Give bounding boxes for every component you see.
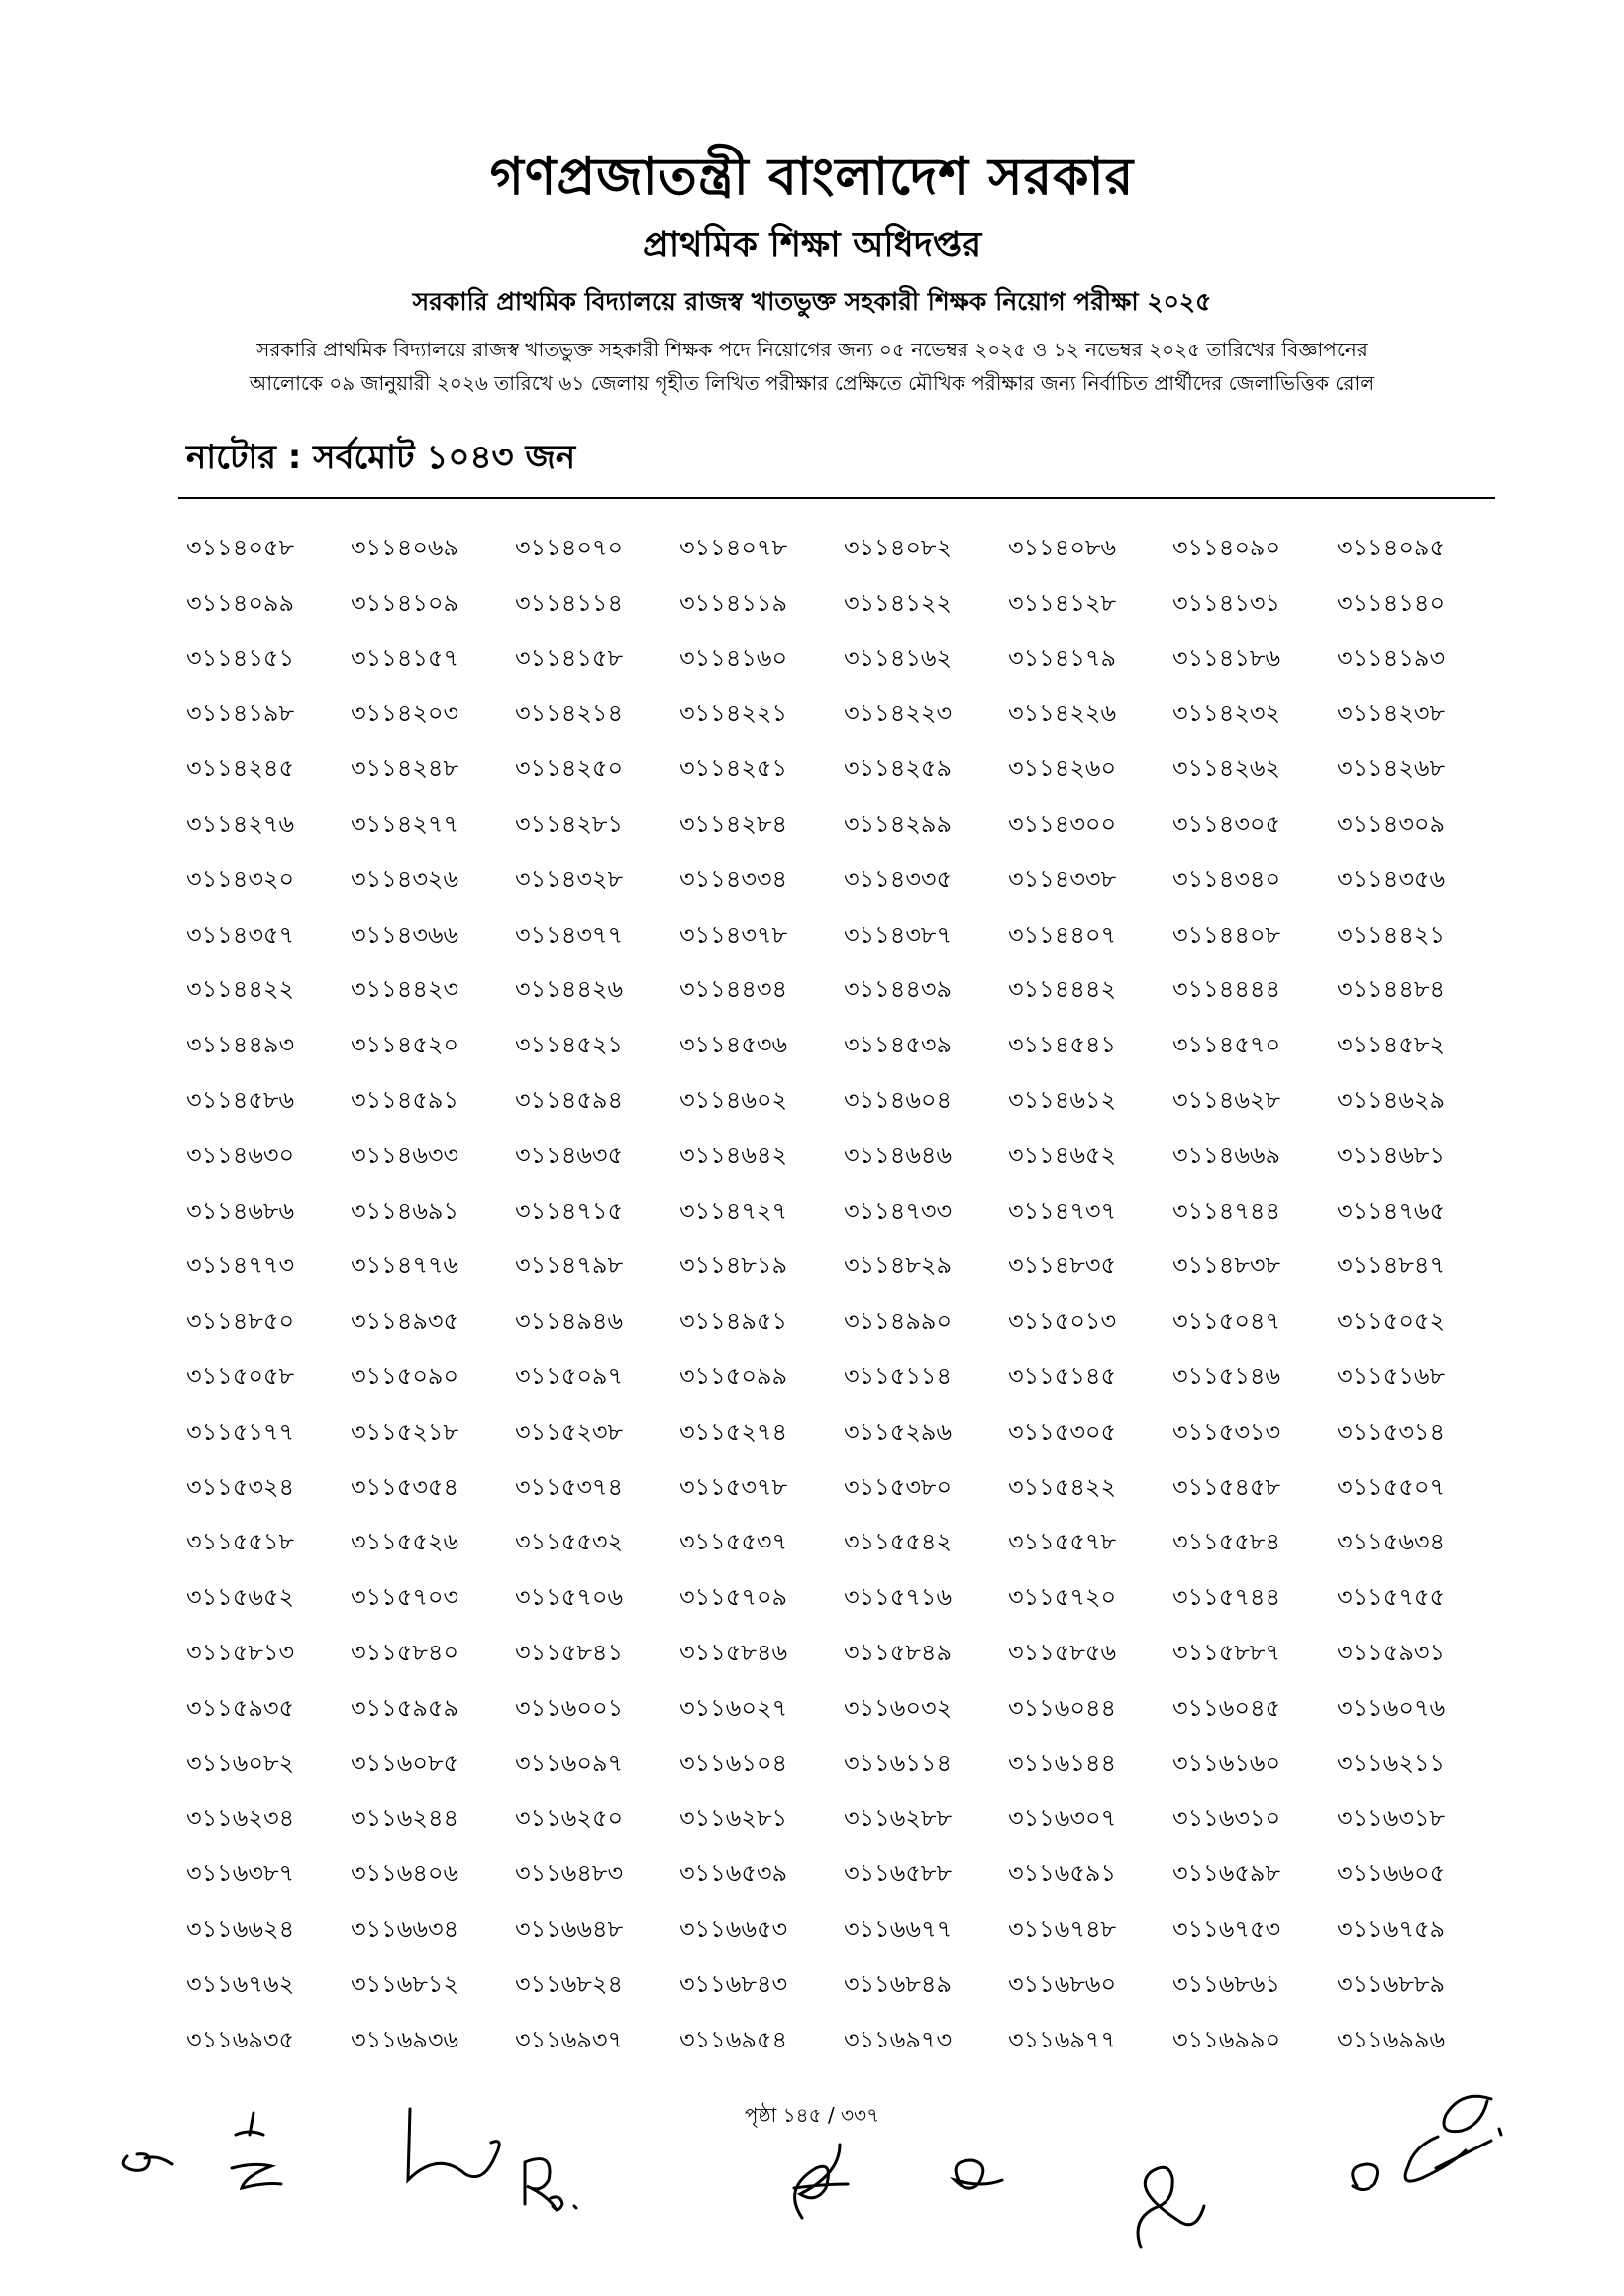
roll-number: ৩১১৫৬৫২ [186, 1583, 295, 1612]
roll-number: ৩১১৫৫৩৭ [679, 1528, 788, 1556]
roll-number: ৩১১৪৪০৮ [1172, 920, 1281, 948]
roll-number: ৩১১৪৭৭৩ [186, 1251, 295, 1280]
roll-number: ৩১১৫৩২৪ [186, 1472, 295, 1501]
heading-divider [178, 497, 1495, 499]
roll-number: ৩১১৬৮৬০ [1008, 1969, 1117, 1998]
roll-number: ৩১১৬৬৪৮ [515, 1914, 624, 1943]
roll-number: ৩১১৬০০১ [515, 1693, 624, 1722]
roll-number: ৩১১৪১৫১ [186, 644, 295, 672]
roll-number: ৩১১৪৪৪৪ [1172, 975, 1281, 1004]
roll-number: ৩১১৪০৬৯ [351, 534, 459, 561]
roll-number: ৩১১৪২৬৮ [1337, 754, 1446, 783]
roll-number: ৩১১৪৫২০ [351, 1031, 459, 1059]
roll-number: ৩১১৬২৩৪ [186, 1804, 295, 1833]
roll-number: ৩১১৪১৭৯ [1008, 644, 1117, 672]
roll-number: ৩১১৪১৯৩ [1337, 644, 1446, 672]
roll-number: ৩১১৬৭৬২ [186, 1969, 295, 1998]
roll-number: ৩১১৪০৭০ [515, 534, 624, 561]
roll-number: ৩১১৫৭১৬ [844, 1583, 953, 1612]
roll-number: ৩১১৫২১৮ [351, 1417, 459, 1446]
roll-number: ৩১১৫৭০৯ [679, 1583, 788, 1612]
roll-number: ৩১১৫৩৭৮ [679, 1472, 788, 1501]
roll-number: ৩১১৬২৪৪ [351, 1804, 459, 1833]
roll-number: ৩১১৬০৩২ [844, 1693, 953, 1722]
roll-number: ৩১১৪৬৬৯ [1172, 1141, 1281, 1169]
roll-number: ৩১১৬৯৯০ [1172, 2025, 1281, 2053]
signature-4 [525, 2159, 576, 2210]
roll-number: ৩১১৪৯৫১ [679, 1307, 788, 1336]
roll-number: ৩১১৬৩০৭ [1008, 1804, 1117, 1833]
roll-number: ৩১১৪৫৭০ [1172, 1031, 1281, 1059]
roll-number: ৩১১৬১৪৪ [1008, 1748, 1117, 1777]
roll-number: ৩১১৬৯৩৬ [351, 2025, 459, 2053]
roll-number: ৩১১৪৬২৯ [1337, 1085, 1446, 1114]
roll-number: ৩১১৬৬৫৩ [679, 1914, 788, 1943]
roll-number: ৩১১৫৮৪৯ [844, 1638, 953, 1666]
roll-number: ৩১১৪৩৮৭ [844, 920, 953, 948]
roll-number: ৩১১৪৬৪২ [679, 1141, 788, 1169]
roll-number: ৩১১৪১৫৮ [515, 644, 624, 672]
roll-number: ৩১১৪৫৪১ [1008, 1031, 1117, 1059]
roll-number: ৩১১৪৪৩৪ [679, 975, 788, 1004]
roll-number: ৩১১৪৩৩৮ [1008, 864, 1117, 893]
roll-number: ৩১১৫১৬৮ [1337, 1361, 1446, 1390]
roll-number: ৩১১৪২৫০ [515, 754, 624, 783]
roll-number: ৩১১৫৮৪৬ [679, 1638, 788, 1666]
roll-number: ৩১১৪৭১৫ [515, 1196, 624, 1225]
roll-number: ৩১১৪২৮১ [515, 809, 624, 838]
roll-number: ৩১১৪৭৬৫ [1337, 1196, 1446, 1225]
roll-number: ৩১১৫৩০৫ [1008, 1417, 1117, 1446]
district-heading: নাটোর : সর্বমোট ১০৪৩ জন [186, 438, 576, 477]
roll-number: ৩১১৪২২৬ [1008, 699, 1117, 728]
roll-number: ৩১১৬৭৪৮ [1008, 1914, 1117, 1943]
roll-number: ৩১১৪৬৮১ [1337, 1141, 1446, 1169]
roll-number: ৩১১৪৬০৪ [844, 1085, 953, 1114]
roll-number: ৩১১৬৬৭৭ [844, 1914, 953, 1943]
roll-number: ৩১১৬৮৪৯ [844, 1969, 953, 1998]
roll-number: ৩১১৪৬১২ [1008, 1085, 1117, 1114]
roll-number: ৩১১৪০৫৮ [186, 534, 295, 561]
roll-number: ৩১১৫০৯৯ [679, 1361, 788, 1390]
roll-number: ৩১১৫৫৩২ [515, 1528, 624, 1556]
roll-number: ৩১১৪১৯৮ [186, 699, 295, 728]
roll-number: ৩১১৫০১৩ [1008, 1307, 1117, 1336]
roll-number: ৩১১৪৩৪০ [1172, 864, 1281, 893]
roll-number: ৩১১৫৩৭৪ [515, 1472, 624, 1501]
roll-number: ৩১১৫৭০৬ [515, 1583, 624, 1612]
roll-number: ৩১১৪০৯৫ [1337, 534, 1446, 561]
roll-number: ৩১১৪৪২৬ [515, 975, 624, 1004]
roll-number: ৩১১৪৩৫৬ [1337, 864, 1446, 893]
roll-number: ৩১১৫৫২৬ [351, 1528, 459, 1556]
roll-number: ৩১১৪৬৪৬ [844, 1141, 953, 1169]
roll-number: ৩১১৬০২৭ [679, 1693, 788, 1722]
roll-number: ৩১১৬৮২৪ [515, 1969, 624, 1998]
roll-number: ৩১১৪১৬০ [679, 644, 788, 672]
roll-number: ৩১১৪১৮৬ [1172, 644, 1281, 672]
roll-number: ৩১১৫১১৪ [844, 1361, 953, 1390]
roll-number: ৩১১৬৭৫৯ [1337, 1914, 1446, 1943]
roll-number: ৩১১৪৭৭৬ [351, 1251, 459, 1280]
roll-number: ৩১১৫২৯৬ [844, 1417, 953, 1446]
roll-number: ৩১১৪৩৭৮ [679, 920, 788, 948]
roll-number: ৩১১৬৬০৫ [1337, 1859, 1446, 1888]
roll-number: ৩১১৪২৫৯ [844, 754, 953, 783]
roll-number: ৩১১৪১১৯ [679, 588, 788, 617]
roll-number: ৩১১৫৮৫৬ [1008, 1638, 1117, 1666]
roll-number: ৩১১৫৫১৮ [186, 1528, 295, 1556]
roll-number: ৩১১৫৫৪২ [844, 1528, 953, 1556]
roll-number: ৩১১৪১৬২ [844, 644, 953, 672]
roll-number: ৩১১৫৫৮৪ [1172, 1528, 1281, 1556]
roll-number: ৩১১৪২৩৮ [1337, 699, 1446, 728]
roll-number: ৩১১৪৩৫৭ [186, 920, 295, 948]
roll-number: ৩১১৬২৮১ [679, 1804, 788, 1833]
roll-number: ৩১১৬৭৫৩ [1172, 1914, 1281, 1943]
roll-number: ৩১১৪৪৯৩ [186, 1031, 295, 1059]
roll-number: ৩১১৪৭৩৩ [844, 1196, 953, 1225]
roll-number: ৩১১৪১১৪ [515, 588, 624, 617]
roll-number: ৩১১৪১০৯ [351, 588, 459, 617]
roll-number: ৩১১৪২৬০ [1008, 754, 1117, 783]
roll-number: ৩১১৬২১১ [1337, 1748, 1446, 1777]
roll-number: ৩১১৫৭২০ [1008, 1583, 1117, 1612]
roll-number: ৩১১৪৪২১ [1337, 920, 1446, 948]
roll-number: ৩১১৫৮৪১ [515, 1638, 624, 1666]
roll-number-grid [186, 533, 1493, 2079]
roll-number: ৩১১৫৭০৩ [351, 1583, 459, 1612]
roll-number: ৩১১৬০৮২ [186, 1748, 295, 1777]
roll-number: ৩১১৪৬৩৫ [515, 1141, 624, 1169]
roll-number: ৩১১৪৯৪৬ [515, 1307, 624, 1336]
roll-number: ৩১১৪২৬২ [1172, 754, 1281, 783]
roll-number: ৩১১৪৬২৮ [1172, 1085, 1281, 1114]
roll-number: ৩১১৫২৭৪ [679, 1417, 788, 1446]
exam-title: সরকারি প্রাথমিক বিদ্যালয়ে রাজস্ব খাতভুক্ত সহকারী শিক্ষক নিয়োগ পরীক্ষা ২০২৫ [412, 287, 1212, 316]
roll-number: ৩১১৫২৩৮ [515, 1417, 624, 1446]
roll-number: ৩১১৫৬৩৪ [1337, 1528, 1446, 1556]
roll-number: ৩১১৪১৫৭ [351, 644, 459, 672]
roll-number: ৩১১৬০৯৭ [515, 1748, 624, 1777]
roll-number: ৩১১৫০৫২ [1337, 1307, 1446, 1336]
roll-number: ৩১১৬৫৯১ [1008, 1859, 1117, 1888]
roll-number: ৩১১৪২৪৮ [351, 754, 459, 783]
roll-number: ৩১১৫৯৫৯ [351, 1693, 459, 1722]
roll-number: ৩১১৪৭৯৮ [515, 1251, 624, 1280]
roll-number: ৩১১৪০৯০ [1172, 534, 1281, 561]
roll-number: ৩১১৬২৮৮ [844, 1804, 953, 1833]
roll-number: ৩১১৪৪২২ [186, 975, 295, 1004]
roll-number: ৩১১৫৫০৭ [1337, 1472, 1446, 1501]
roll-number: ৩১১৪৫৯১ [351, 1085, 459, 1114]
government-title: গণপ্রজাতন্ত্রী বাংলাদেশ সরকার [489, 148, 1135, 207]
roll-number: ৩১১৬০৮৫ [351, 1748, 459, 1777]
roll-number: ৩১১৬৮১২ [351, 1969, 459, 1998]
page-number: পৃষ্ঠা ১৪৫ / ৩৩৭ [744, 2103, 880, 2127]
roll-number: ৩১১৪৪২৩ [351, 975, 459, 1004]
roll-number: ৩১১৫৫৭৮ [1008, 1528, 1117, 1556]
roll-number: ৩১১৫৪২২ [1008, 1472, 1117, 1501]
roll-number: ৩১১৫৪৫৮ [1172, 1472, 1281, 1501]
roll-number: ৩১১৫০৪৭ [1172, 1307, 1281, 1336]
roll-number: ৩১১৪২২১ [679, 699, 788, 728]
roll-number: ৩১১৬৯৭৩ [844, 2025, 953, 2053]
roll-number: ৩১১৫৮৮৭ [1172, 1638, 1281, 1666]
roll-number: ৩১১৪৭৩৭ [1008, 1196, 1117, 1225]
roll-number: ৩১১৪৩২৮ [515, 864, 624, 893]
roll-number: ৩১১৪২৪৫ [186, 754, 295, 783]
roll-number: ৩১১৬৩৮৭ [186, 1859, 295, 1888]
roll-number: ৩১১৪২২৩ [844, 699, 953, 728]
roll-number: ৩১১৪৩৩৫ [844, 864, 953, 893]
roll-number: ৩১১৪৮৩৫ [1008, 1251, 1117, 1280]
roll-number: ৩১১৬৮৪৩ [679, 1969, 788, 1998]
roll-number: ৩১১৪২৯৯ [844, 809, 953, 838]
roll-number: ৩১১৪২০৩ [351, 699, 459, 728]
roll-number: ৩১১৬৮৬১ [1172, 1969, 1281, 1998]
description-line-1: সরকারি প্রাথমিক বিদ্যালয়ে রাজস্ব খাতভুক্ত সহকারী শিক্ষক পদে নিয়োগের জন্য ০৫ নভেম্বর ২০২৫ ও ১২ নভেম্বর ২০২৫ তারিখের বিজ্ঞাপনের [256, 338, 1368, 361]
roll-number: ৩১১৪৩৬৬ [351, 920, 459, 948]
roll-number: ৩১১৫৭৪৪ [1172, 1583, 1281, 1612]
roll-number: ৩১১৫৩৮০ [844, 1472, 953, 1501]
roll-number: ৩১১৪৭৪৪ [1172, 1196, 1281, 1225]
roll-number: ৩১১৬২৫০ [515, 1804, 624, 1833]
roll-number: ৩১১৫৮৪০ [351, 1638, 459, 1666]
roll-number: ৩১১৪৬৫২ [1008, 1141, 1117, 1169]
roll-number: ৩১১৪৫৮২ [1337, 1031, 1446, 1059]
roll-number: ৩১১৬০৪৫ [1172, 1693, 1281, 1722]
roll-number: ৩১১৪৩২০ [186, 864, 295, 893]
roll-number: ৩১১৬৫৩৯ [679, 1859, 788, 1888]
roll-number: ৩১১৬০৭৬ [1337, 1693, 1446, 1722]
roll-number: ৩১১৪৬৩০ [186, 1141, 295, 1169]
roll-number: ৩১১৪৯৩৫ [351, 1307, 459, 1336]
roll-number: ৩১১৫১৪৫ [1008, 1361, 1117, 1390]
roll-number: ৩১১৫৩১৩ [1172, 1417, 1281, 1446]
roll-number: ৩১১৫৩১৪ [1337, 1417, 1446, 1446]
roll-number: ৩১১৫০৯৭ [515, 1361, 624, 1390]
roll-number: ৩১১৪৩৩৪ [679, 864, 788, 893]
roll-number: ৩১১৬৬৩৪ [351, 1914, 459, 1943]
roll-number: ৩১১৬১১৪ [844, 1748, 953, 1777]
department-title: প্রাথমিক শিক্ষা অধিদপ্তর [642, 225, 982, 265]
roll-number: ৩১১৬৯৩৫ [186, 2025, 295, 2053]
roll-number: ৩১১৫৩৫৪ [351, 1472, 459, 1501]
roll-number: ৩১১৫১৭৭ [186, 1417, 295, 1446]
roll-number: ৩১১৪০৭৮ [679, 534, 788, 561]
roll-number: ৩১১৪১২৮ [1008, 588, 1117, 617]
roll-number: ৩১১৪৪৩৯ [844, 975, 953, 1004]
roll-number: ৩১১৪৬৩৩ [351, 1141, 459, 1169]
roll-number: ৩১১৬৯৫৪ [679, 2025, 788, 2053]
roll-number: ৩১১৬৮৮৯ [1337, 1969, 1446, 1998]
roll-number: ৩১১৫৯৩৫ [186, 1693, 295, 1722]
roll-number: ৩১১৬৯৯৬ [1337, 2025, 1446, 2053]
roll-number: ৩১১৪০৯৯ [186, 588, 295, 617]
roll-number: ৩১১৪৬৮৬ [186, 1196, 295, 1225]
roll-number: ৩১১৪৪৮৪ [1337, 975, 1446, 1004]
roll-number: ৩১১৪৫৮৬ [186, 1085, 295, 1114]
roll-number: ৩১১৪৪৪২ [1008, 975, 1117, 1004]
roll-number: ৩১১৬৫৯৮ [1172, 1859, 1281, 1888]
roll-number: ৩১১৪২৭৭ [351, 809, 459, 838]
signatures-image [109, 2040, 1535, 2277]
roll-number: ৩১১৪৫৩৯ [844, 1031, 953, 1059]
roll-number: ৩১১৪৬৯১ [351, 1196, 459, 1225]
roll-number: ৩১১৪৩৭৭ [515, 920, 624, 948]
signature-6 [955, 2160, 1002, 2188]
roll-number: ৩১১৪৩০৫ [1172, 809, 1281, 838]
roll-number: ৩১১৬০৪৪ [1008, 1693, 1117, 1722]
roll-number: ৩১১৪৫২১ [515, 1031, 624, 1059]
roll-number: ৩১১৪১৪০ [1337, 588, 1446, 617]
signature-1 [123, 2154, 172, 2171]
roll-number: ৩১১৬৪৮৩ [515, 1859, 624, 1888]
roll-number: ৩১১৪৩০৯ [1337, 809, 1446, 838]
roll-number: ৩১১৪৩২৬ [351, 864, 459, 893]
signature-7 [1138, 2167, 1204, 2247]
roll-number: ৩১১৪১৩১ [1172, 588, 1281, 617]
roll-number: ৩১১৪২৭৬ [186, 809, 295, 838]
roll-number: ৩১১৬৯৩৭ [515, 2025, 624, 2053]
roll-number: ৩১১৫৯৩১ [1337, 1638, 1446, 1666]
roll-number: ৩১১৪১২২ [844, 588, 953, 617]
roll-number: ৩১১৪০৮৬ [1008, 534, 1117, 561]
roll-number: ৩১১৪৮৩৮ [1172, 1251, 1281, 1280]
roll-number: ৩১১৪৮৫০ [186, 1307, 295, 1336]
roll-number: ৩১১৪৮১৯ [679, 1251, 788, 1280]
roll-number: ৩১১৬৬২৪ [186, 1914, 295, 1943]
roll-number: ৩১১৫০৫৮ [186, 1361, 295, 1390]
roll-number: ৩১১৪৫৯৪ [515, 1085, 624, 1114]
roll-number: ৩১১৫৮১৩ [186, 1638, 295, 1666]
roll-number: ৩১১৪৪০৭ [1008, 920, 1117, 948]
roll-number: ৩১১৪২১৪ [515, 699, 624, 728]
roll-number: ৩১১৪২৮৪ [679, 809, 788, 838]
signature-8 [1353, 2164, 1378, 2190]
roll-number: ৩১১৪৫৩৬ [679, 1031, 788, 1059]
roll-number: ৩১১৬১০৪ [679, 1748, 788, 1777]
roll-number: ৩১১৪২৫১ [679, 754, 788, 783]
roll-number: ৩১১৪৬০২ [679, 1085, 788, 1114]
roll-number: ৩১১৪৩০০ [1008, 809, 1117, 838]
roll-number: ৩১১৫০৯০ [351, 1361, 459, 1390]
roll-number: ৩১১৪০৮২ [844, 534, 953, 561]
roll-number: ৩১১৬৩১৮ [1337, 1804, 1446, 1833]
roll-number: ৩১১৪৯৯০ [844, 1307, 953, 1336]
roll-number: ৩১১৬৩১০ [1172, 1804, 1281, 1833]
description-line-2: আলোকে ০৯ জানুয়ারী ২০২৬ তারিখে ৬১ জেলায় গৃহীত লিখিত পরীক্ষার প্রেক্ষিতে মৌখিক পরীক্ষার জন্য নির্বাচিত প্রার্থীদের জেলাভিত্তিক রোল [249, 371, 1375, 395]
roll-number: ৩১১৬১৬০ [1172, 1748, 1281, 1777]
roll-number: ৩১১৬৯৭৭ [1008, 2025, 1117, 2053]
roll-number: ৩১১৬৫৮৮ [844, 1859, 953, 1888]
roll-number: ৩১১৬৪০৬ [351, 1859, 459, 1888]
roll-number: ৩১১৫৭৫৫ [1337, 1583, 1446, 1612]
roll-number: ৩১১৫১৪৬ [1172, 1361, 1281, 1390]
roll-number: ৩১১৪৮২৯ [844, 1251, 953, 1280]
roll-number: ৩১১৪৮৪৭ [1337, 1251, 1446, 1280]
roll-number: ৩১১৪২৩২ [1172, 699, 1281, 728]
signature-5 [794, 2145, 848, 2218]
roll-number: ৩১১৪৭২৭ [679, 1196, 788, 1225]
